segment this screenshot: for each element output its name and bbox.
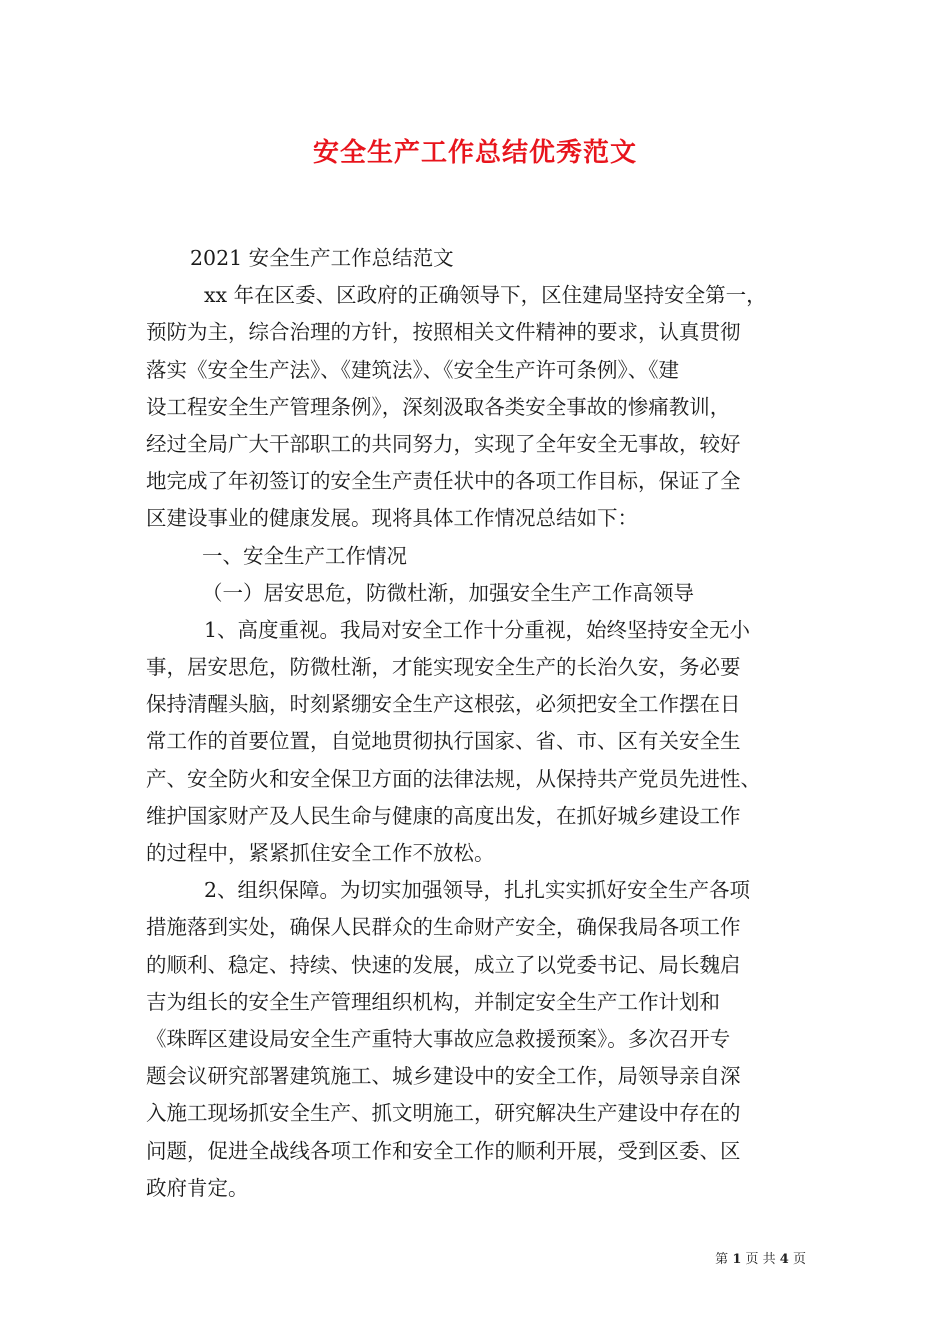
document-body [146,240,808,1207]
paragraph-line: 维护国家财产及人民生命与健康的高度出发，在抓好城乡建设工作 [146,803,741,828]
subsection-heading: （一）居安思危，防微杜渐，加强安全生产工作高领导 [202,580,694,605]
paragraph-line: 保持清醒头脑，时刻紧绷安全生产这根弦，必须把安全工作摆在日 [146,692,741,717]
paragraph-line: 地完成了年初签订的安全生产责任状中的各项工作目标，保证了全 [146,469,741,494]
section-heading: 一、安全生产工作情况 [202,543,407,568]
paragraph-line: 措施落到实处，确保人民群众的生命财产安全，确保我局各项工作 [146,915,741,940]
footer-prefix: 第 [715,1252,729,1267]
footer-middle: 页 共 [745,1252,776,1267]
paragraph-line: 题会议研究部署建筑施工、城乡建设中的安全工作，局领导亲自深 [146,1064,741,1089]
current-page-number: 1 [732,1252,742,1267]
paragraph-line: 2、组织保障。为切实加强领导，扎扎实实抓好安全生产各项 [204,878,751,903]
paragraph-line: 落实《安全生产法》、《建筑法》、《安全生产许可条例》、《建 [146,357,679,382]
paragraph-line: 2021 安全生产工作总结范文 [190,246,454,270]
paragraph-line: 的过程中，紧紧抓住安全工作不放松。 [146,841,495,865]
document-title: 安全生产工作总结优秀范文 [312,138,637,168]
paragraph-line: 设工程安全生产管理条例》，深刻汲取各类安全事故的惨痛教训， [146,394,731,419]
footer-suffix: 页 [792,1252,806,1267]
paragraph-line: 预防为主，综合治理的方针，按照相关文件精神的要求，认真贯彻 [146,320,741,345]
paragraph-line: 的顺利、稳定、持续、快速的发展，成立了以党委书记、局长魏启 [146,952,741,977]
paragraph-line: 产、安全防火和安全保卫方面的法律法规，从保持共产党员先进性、 [146,766,761,791]
paragraph-line: 政府肯定。 [146,1175,249,1200]
paragraph-line: 1、高度重视。我局对安全工作十分重视，始终坚持安全无小 [204,617,751,642]
paragraph-line: xx 年在区委、区政府的正确领导下，区住建局坚持安全第一， [204,283,767,308]
total-pages-number: 4 [779,1252,789,1267]
paragraph-line: 入施工现场抓安全生产、抓文明施工，研究解决生产建设中存在的 [146,1101,741,1126]
paragraph-line: 经过全局广大干部职工的共同努力，实现了全年安全无事故，较好 [146,431,741,456]
paragraph-line: 问题，促进全战线各项工作和安全工作的顺利开展，受到区委、区 [146,1138,741,1163]
paragraph-line: 事，居安思危，防微杜渐，才能实现安全生产的长治久安，务必要 [146,655,741,680]
paragraph-line: 吉为组长的安全生产管理组织机构，并制定安全生产工作计划和 [146,989,720,1014]
page-footer [0,1248,806,1267]
paragraph-line: 《珠晖区建设局安全生产重特大事故应急救援预案》。多次召开专 [146,1026,731,1051]
paragraph-line: 区建设事业的健康发展。现将具体工作情况总结如下： [146,506,638,531]
paragraph-line: 常工作的首要位置，自觉地贯彻执行国家、省、市、区有关安全生 [146,729,741,754]
